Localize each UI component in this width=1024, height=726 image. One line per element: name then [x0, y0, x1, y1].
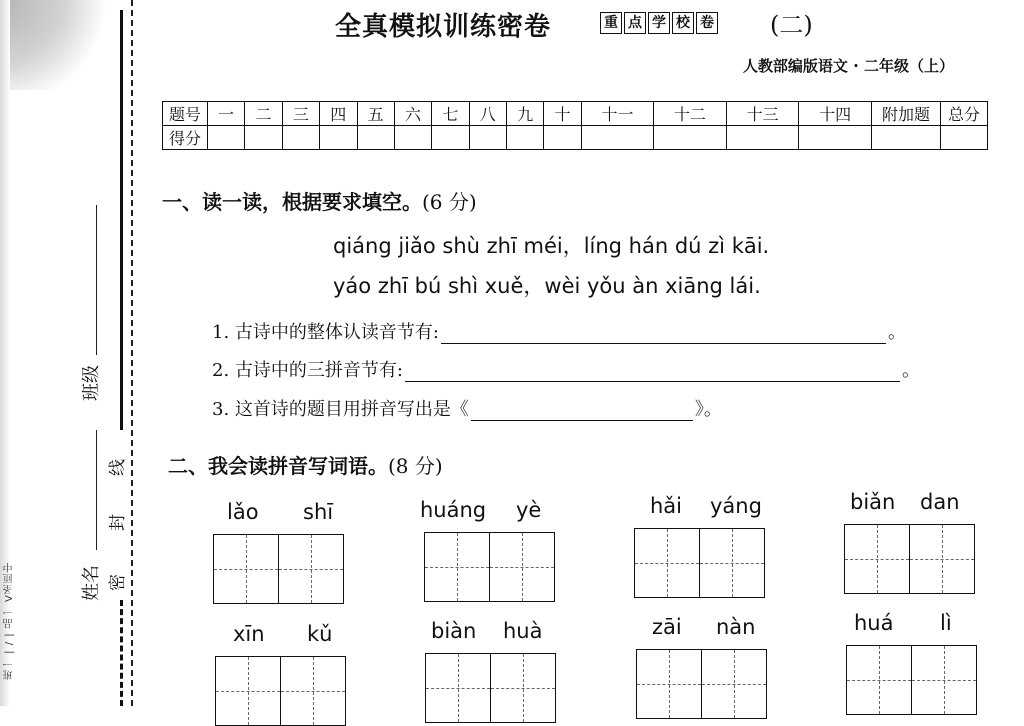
scan-shadow [0, 0, 110, 90]
grid-cell[interactable] [911, 645, 977, 715]
pinyin-syllable: shī [303, 500, 334, 524]
question-1-end: 。 [887, 322, 906, 343]
class-label: 班级 [81, 365, 102, 401]
binding-line [120, 10, 123, 430]
score-cell[interactable] [394, 126, 431, 150]
side-text: 班一 | / | 品一 V圣匝中 [4, 561, 15, 680]
name-write-line[interactable] [96, 430, 97, 550]
pinyin-syllable: huá [854, 611, 894, 635]
score-cell[interactable] [581, 126, 654, 150]
grid-cell[interactable] [636, 649, 702, 719]
writing-grid[interactable] [213, 534, 342, 604]
writing-grid[interactable] [425, 653, 554, 723]
column-header: 五 [357, 102, 394, 126]
binding-dashed-line-lower [120, 600, 123, 706]
score-cell[interactable] [654, 126, 727, 150]
question-number-row [163, 102, 988, 126]
pinyin-syllable: hǎi [650, 494, 683, 518]
grid-cell[interactable] [213, 534, 279, 604]
exam-number: (二) [770, 11, 813, 39]
question-3 [212, 395, 722, 421]
pinyin-syllable: dan [920, 490, 960, 514]
grid-cell[interactable] [489, 532, 555, 602]
column-header: 十四 [799, 102, 872, 126]
pinyin-syllable: kǔ [307, 622, 333, 646]
row-header: 得分 [163, 126, 208, 150]
class-write-line[interactable] [96, 205, 97, 355]
score-cell[interactable] [245, 126, 282, 150]
grid-cell[interactable] [424, 532, 490, 602]
grid-cell[interactable] [844, 524, 910, 594]
pinyin-syllable: zāi [652, 615, 682, 639]
pinyin-syllable: biǎn [850, 490, 896, 514]
column-header: 九 [507, 102, 544, 126]
grid-cell[interactable] [634, 528, 700, 598]
badge-char: 学 [648, 12, 670, 34]
score-cell[interactable] [282, 126, 319, 150]
column-header: 十三 [726, 102, 799, 126]
grid-cell[interactable] [278, 534, 344, 604]
grid-cell[interactable] [846, 645, 912, 715]
section-2-heading [168, 450, 443, 479]
question-2-end: 。 [901, 360, 920, 381]
question-1 [212, 318, 906, 344]
exam-title: 全真模拟训练密卷 [335, 12, 552, 42]
score-cell[interactable] [469, 126, 506, 150]
section-2-title: 二、我会读拼音写词语。 [168, 454, 388, 478]
score-cell[interactable] [507, 126, 544, 150]
score-row [163, 126, 988, 150]
section-1-title: 一、读一读，根据要求填空。 [162, 190, 422, 214]
pinyin-syllable: lǎo [227, 500, 259, 524]
column-header: 三 [282, 102, 319, 126]
badge-char: 校 [672, 12, 694, 34]
poem-line-1: qiáng jiǎo shù zhī méi，líng hán dú zì kāi. [333, 234, 770, 258]
writing-grid[interactable] [424, 532, 553, 602]
grid-cell[interactable] [490, 653, 556, 723]
binding-dashed-line [131, 0, 133, 706]
score-table [162, 101, 988, 150]
column-header: 四 [320, 102, 357, 126]
score-cell[interactable] [544, 126, 581, 150]
score-cell[interactable] [726, 126, 799, 150]
column-header: 十一 [581, 102, 654, 126]
writing-grid[interactable] [844, 524, 973, 594]
writing-grid[interactable] [846, 645, 975, 715]
seal-char-secret: 密 [108, 574, 128, 591]
pinyin-syllable: nàn [716, 615, 756, 639]
question-2 [212, 356, 920, 382]
writing-grid[interactable] [634, 528, 763, 598]
pinyin-syllable: biàn [431, 619, 477, 643]
section-1-heading [162, 186, 477, 215]
badge-char: 点 [624, 12, 646, 34]
column-header: 总分 [941, 102, 988, 126]
badge-char: 卷 [696, 12, 718, 34]
score-cell[interactable] [799, 126, 872, 150]
grid-cell[interactable] [425, 653, 491, 723]
school-badge [600, 12, 718, 34]
seal-char-seal: 封 [108, 514, 128, 531]
pinyin-syllable: yáng [710, 494, 762, 518]
score-cell[interactable] [941, 126, 988, 150]
question-3-end: 》。 [694, 399, 722, 420]
poem-line-2: yáo zhī bú shì xuě，wèi yǒu àn xiāng lái. [333, 274, 761, 298]
column-header: 附加题 [872, 102, 941, 126]
pinyin-syllable: huà [503, 619, 543, 643]
name-label: 姓名 [81, 565, 102, 601]
badge-char: 重 [600, 12, 622, 34]
score-cell[interactable] [208, 126, 245, 150]
column-header: 六 [394, 102, 431, 126]
score-cell[interactable] [432, 126, 469, 150]
grid-cell[interactable] [215, 656, 281, 726]
column-header: 八 [469, 102, 506, 126]
answer-blank-2[interactable] [405, 363, 900, 382]
pinyin-syllable: yè [516, 498, 542, 522]
score-cell[interactable] [320, 126, 357, 150]
column-header: 十二 [654, 102, 727, 126]
column-header: 二 [245, 102, 282, 126]
question-1-text: 1. 古诗中的整体认读音节有: [212, 322, 439, 343]
answer-blank-1[interactable] [441, 325, 886, 344]
question-3-text: 3. 这首诗的题目用拼音写出是《 [212, 399, 469, 420]
edition-label: 人教部编版语文 · 二年级（上） [742, 57, 954, 75]
section-2-score: (8 分) [388, 454, 443, 478]
pinyin-syllable: xīn [233, 622, 265, 646]
seal-char-line: 线 [108, 459, 128, 476]
score-cell[interactable] [872, 126, 941, 150]
grid-cell[interactable] [699, 528, 765, 598]
column-header: 一 [208, 102, 245, 126]
question-2-text: 2. 古诗中的三拼音节有: [212, 360, 403, 381]
pinyin-syllable: lì [940, 611, 952, 635]
row-header: 题号 [163, 102, 208, 126]
writing-grid[interactable] [215, 656, 344, 726]
writing-grid[interactable] [636, 649, 765, 719]
pinyin-syllable: huáng [420, 498, 487, 522]
column-header: 七 [432, 102, 469, 126]
grid-cell[interactable] [909, 524, 975, 594]
grid-cell[interactable] [280, 656, 346, 726]
grid-cell[interactable] [701, 649, 767, 719]
section-1-score: (6 分) [422, 190, 477, 214]
answer-blank-3[interactable] [471, 402, 693, 421]
column-header: 十 [544, 102, 581, 126]
score-cell[interactable] [357, 126, 394, 150]
